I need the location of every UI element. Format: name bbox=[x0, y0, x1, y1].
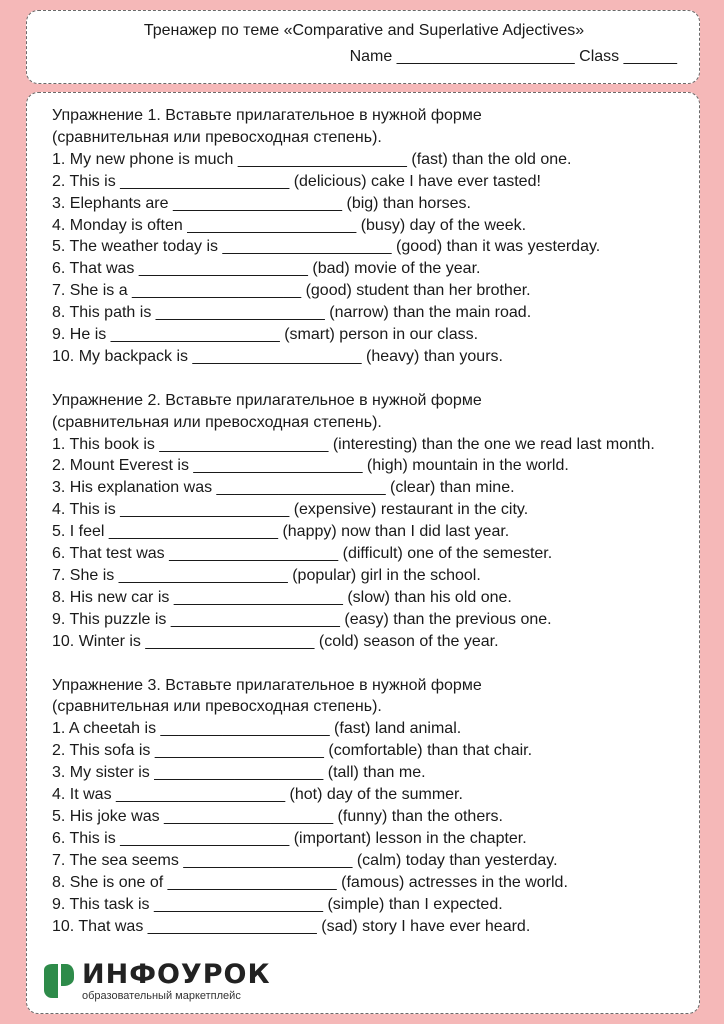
exercise-item: 2. Mount Everest is ___________________ (high) mountain in the world. bbox=[52, 457, 569, 475]
worksheet-body bbox=[26, 92, 700, 1014]
exercise-item: 6. This is ___________________ (important) lesson in the chapter. bbox=[52, 829, 527, 847]
exercise-item: 4. Monday is often ___________________ (busy) day of the week. bbox=[52, 216, 527, 234]
brand-name: ИНФОУРОК bbox=[82, 959, 271, 990]
exercise-item: 8. This path is ___________________ (narrow) than the main road. bbox=[52, 304, 532, 322]
exercise-title: Упражнение 3. Вставьте прилагательное в нужной форме bbox=[52, 676, 482, 694]
exercise-item: 5. I feel ___________________ (happy) now than I did last year. bbox=[52, 523, 510, 541]
exercises-content bbox=[52, 105, 682, 959]
exercise-item: 1. A cheetah is ___________________ (fast) land animal. bbox=[52, 720, 462, 738]
exercise-item: 8. She is one of ___________________ (famous) actresses in the world. bbox=[52, 873, 568, 891]
infourok-leaf-icon bbox=[42, 964, 76, 998]
exercise-subtitle: (сравнительная или превосходная степень). bbox=[52, 128, 382, 146]
exercise-title: Упражнение 2. Вставьте прилагательное в нужной форме bbox=[52, 391, 482, 409]
name-class-line bbox=[350, 47, 677, 67]
exercise-item: 4. This is ___________________ (expensive) restaurant in the city. bbox=[52, 501, 529, 519]
exercise-item: 8. His new car is ___________________ (slow) than his old one. bbox=[52, 588, 512, 606]
exercise-item: 4. It was ___________________ (hot) day of the summer. bbox=[52, 786, 463, 804]
exercise-item: 6. That test was ___________________ (difficult) one of the semester. bbox=[52, 545, 553, 563]
exercise-item: 10. Winter is ___________________ (cold) season of the year. bbox=[52, 632, 499, 650]
exercise-item: 3. Elephants are ___________________ (big) than horses. bbox=[52, 194, 471, 212]
exercise-item: 7. She is a ___________________ (good) student than her brother. bbox=[52, 282, 531, 300]
exercise-item: 2. This is ___________________ (delicious) cake I have ever tasted! bbox=[52, 172, 541, 190]
exercise-item: 7. The sea seems ___________________ (calm) today than yesterday. bbox=[52, 851, 558, 869]
exercise-1 bbox=[52, 105, 682, 368]
exercise-item: 6. That was ___________________ (bad) movie of the year. bbox=[52, 260, 481, 278]
class-label: Class bbox=[579, 48, 620, 65]
exercise-3 bbox=[52, 675, 682, 938]
worksheet-header bbox=[26, 10, 700, 84]
name-label: Name bbox=[349, 48, 393, 65]
exercise-subtitle: (сравнительная или превосходная степень). bbox=[52, 413, 382, 431]
exercise-item: 5. The weather today is ___________________ (good) than it was yesterday. bbox=[52, 238, 601, 256]
exercise-item: 7. She is ___________________ (popular) girl in the school. bbox=[52, 567, 481, 585]
exercise-2 bbox=[52, 390, 682, 653]
worksheet-title: Тренажер по теме «Comparative and Superlative Adjectives» bbox=[143, 22, 585, 39]
exercise-item: 3. His explanation was ___________________ (clear) than mine. bbox=[52, 479, 515, 497]
exercise-item: 9. This task is ___________________ (simple) than I expected. bbox=[52, 895, 503, 913]
exercise-item: 1. My new phone is much ___________________ (fast) than the old one. bbox=[52, 150, 572, 168]
infourok-logo[interactable] bbox=[40, 956, 300, 1004]
name-blank: ____________________ bbox=[396, 48, 575, 65]
exercise-title: Упражнение 1. Вставьте прилагательное в нужной форме bbox=[52, 107, 482, 124]
exercise-item: 10. That was ___________________ (sad) story I have ever heard. bbox=[52, 917, 531, 935]
exercise-item: 9. He is ___________________ (smart) person in our class. bbox=[52, 326, 479, 344]
exercise-item: 3. My sister is ___________________ (tall) than me. bbox=[52, 764, 426, 782]
exercise-item: 1. This book is ___________________ (interesting) than the one we read last month. bbox=[52, 435, 655, 453]
exercise-item: 9. This puzzle is ___________________ (easy) than the previous one. bbox=[52, 610, 552, 628]
exercise-subtitle: (сравнительная или превосходная степень). bbox=[52, 698, 382, 716]
exercise-item: 10. My backpack is ___________________ (heavy) than yours. bbox=[52, 347, 503, 365]
exercise-item: 5. His joke was ___________________ (funny) than the others. bbox=[52, 807, 503, 825]
brand-tagline: образовательный маркетплейс bbox=[82, 990, 241, 1002]
class-blank: ______ bbox=[623, 48, 677, 65]
exercise-item: 2. This sofa is ___________________ (comfortable) than that chair. bbox=[52, 742, 533, 760]
